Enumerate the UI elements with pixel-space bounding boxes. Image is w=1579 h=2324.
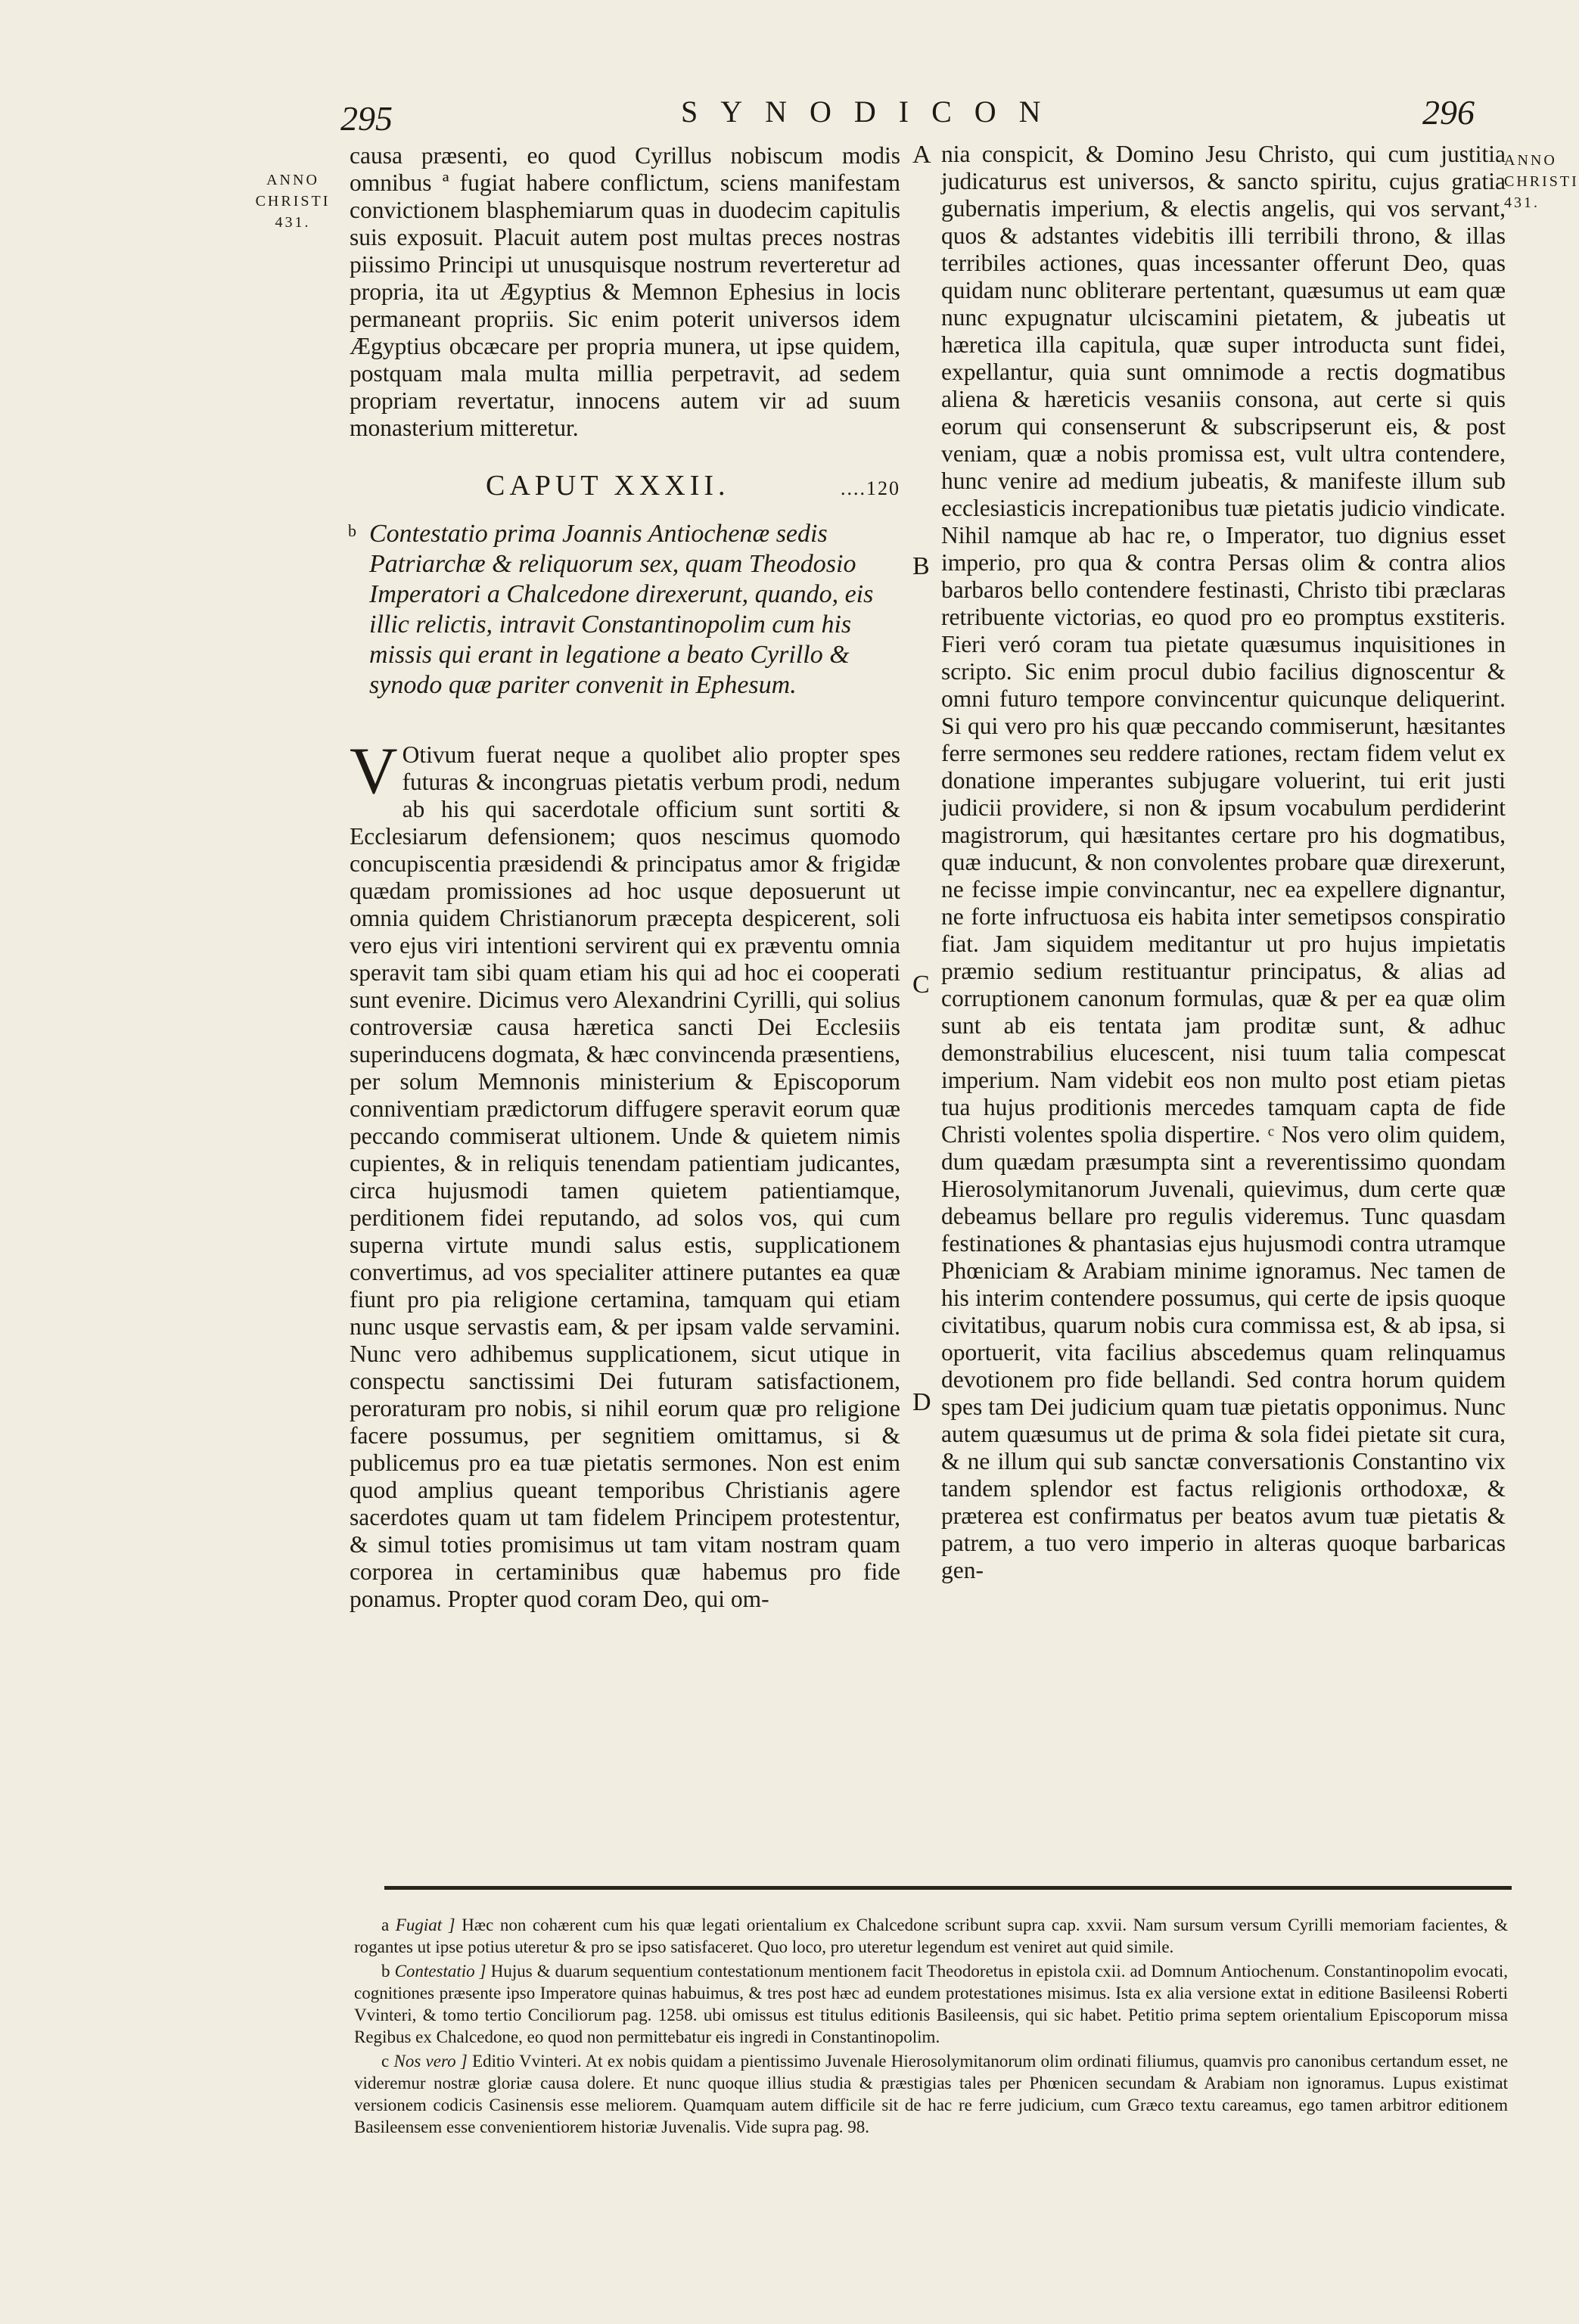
footnote	[354, 2050, 1508, 2138]
left-column	[350, 142, 900, 1613]
footnote	[354, 1914, 1508, 1958]
chapter-body	[350, 735, 900, 1613]
section-letter-d: D	[912, 1388, 931, 1416]
footnote-rule	[384, 1886, 1512, 1890]
page-number-right: 296	[1422, 93, 1475, 132]
margin-christi: CHRISTI	[1504, 173, 1579, 190]
margin-year: 431.	[275, 214, 311, 231]
margin-anno: ANNO	[266, 172, 319, 188]
section-letter-b: B	[912, 552, 930, 580]
paragraph-continuation: causa præsenti, eo quod Cyrillus nobiscum modis omnibus ª fugiat habere conflictum, sciens manifestam convictionem blasphemiarum quas in duodecim capitulis suis exposuit. Placuit autem post multas preces nostras piissimo Principi ut unusquisque nostrum reverteretur ad propria, ita ut Ægyptius & Memnon Ephesius in locis permaneant propriis. Sic enim poterit universos idem Ægyptius obcæcare per propria munera, ut ipse quidem, postquam mala multa millia perpetravit, ad sedem propriam revertatur, innocens autem vir ad suum monasterium mitteretur.	[350, 142, 900, 441]
chapter-body-text: Otivum fuerat neque a quolibet alio propter spes futuras & incongruas pietatis verbum prodi, nedum ab his qui sacerdotale officium sunt sortiti & Ecclesiarum defensionem; quos nescimus quomodo concupiscentia præsidendi & principatus amor & frigidæ quædam promissiones ad hoc usque deposuerunt ut omnia quidem Christianorum præcepta despicerent, soli vero ejus viri intentioni servirent qui ex præventu omnia speravit tam sibi quam etiam his qui ad hoc ei cooperati sunt evenire. Dicimus vero Alexandrini Cyrilli, qui solius controversiæ causa hæretica sancti Dei Ecclesiis superinducens dogmata, & hæc convincenda præsentiens, per solum Memnonis ministerium & Episcoporum conniventiam prædictorum diffugere speravit eorum quæ peccando commiserat ultionem. Unde & quietem nimis cupientes, & in reliquis tenendam patientiam judicantes, circa hujusmodi tamen quietem patientiamque, perditionem fidei reputando, ad solos vos, qui cum superna virtute mundi salus estis, supplicationem convertimus, ad vos specialiter attinere putantes ea quæ fiunt pro pia religione certamina, tamquam qui etiam nunc usque servastis eam, & per ipsam valde servamini. Nunc vero adhibemus supplicationem, sicut utique in conspectu sanctissimi Dei futuram satisfactionem, peroraturam pro nobis, si nihil eorum quæ pro religione facere possumus, per segnitiem omittamus, si & publicemus pro ea tuæ pietatis sermones. Non est enim quod amplius queant temporibus Christianis agere sacerdotes quam ut tam fidelem Principem protestentur, & simul toties promisimus ut tam vitam nostram quam corporea in certaminibus quæ habemus pro fide ponamus. Propter quod coram Deo, qui om-	[350, 741, 900, 1612]
running-title: SYNODICON	[681, 95, 1064, 129]
footnote-lemma: Fugiat ]	[395, 1915, 455, 1934]
margin-anno: ANNO	[1504, 152, 1557, 169]
footnote-lemma: Contestatio ]	[394, 1962, 486, 1981]
footnote-text: Hæc non cohærent cum his quæ legati orientalium ex Chalcedone scribunt supra cap. xxvii. Nam sursum versum Cyrilli memoriam facientes, & rogantes ut ipse potius uteretur & pro se ipso satisfaceret. Quo loco, pro uteretur legendum est veniret aut quid simile.	[354, 1915, 1509, 1956]
right-column-text: nia conspicit, & Domino Jesu Christo, qui cum justitia judicaturus est universos, & sancto spiritu, cujus gratia gubernatis imperium, & electis angelis, qui vos servant, quos & adstantes videbitis illi terribili throno, & illas terribiles actiones, quas incessanter offerunt Deo, quas quidam nunc obliterare pertentant, quæsumus ut eam quæ nunc expugnatur ulciscamini pietatem, & jubeatis ut hæretica illa capitula, quæ super introducta sunt fidei, expellantur, quia sunt omnimode a rectis dogmatibus aliena & hæreticis vesaniis consona, aut certe si quis eorum qui consenserunt & subscripserunt eis, & post veniam, quæ a nobis promissa est, vult ultra contendere, hunc venire ad medium jubeatis, & manifeste illum sub ecclesiasticis increpationibus tuæ pietatis judicio vindicate. Nihil namque ab hac re, o Imperator, tuo dignius esset imperio, pro qua & contra Persas olim & contra alios barbaros bello contendere festinasti, Christo tibi præclaras retribuente victorias, eo quod pro eo promptus exstiteris. Fieri veró coram tua pietate quæsumus inquisitiones in scripto. Sic enim procul dubio facilius dignoscentur & omni futuro tempore convincentur quicunque deliquerint. Si qui vero pro his quæ peccando commiserunt, hæsitantes ferre sermones seu reddere rationes, rectam fidem velut ex donatione imperantes subjugare voluerint, tui erit justi judicii providere, si non & ipsum vocabulum perdiderint magistrorum, qui hæsitantes certare pro his dogmatibus, quæ inducunt, & non convolentes probare quæ direxerunt, ne fecisse impie convincantur, nec ea expellere dignantur, ne forte infructuosa eis habita inter semetipsos conspiratio fiat. Jam siquidem meditantur ut pro hujus impietatis præmio sedium restituantur principatus, & alias ad corruptionem canonum formulas, quæ & per ea quæ olim sunt ab eis tentata jam proditæ sunt, & adhuc demonstrabilius elucescent, nisi tuum talia compescat imperium. Nam videbit eos non multo post etiam pietas tua hujus proditionis mercedes tamquam capta de fide Christi volentes spolia dispertire. ᶜ Nos vero olim quidem, dum quædam præsumpta sint a reverentissimo quondam Hierosolymitanorum Juvenali, quievimus, dum certe quæ debeamus bellare pro regulis videremus. Tunc quasdam festinationes & phantasias ejus hujusmodi contra utramque Phœniciam & Arabiam minime ignoramus. Nec tamen de his interim contendere possumus, qui certe de ipsis quoque civitatibus, quarum nobis cura commissa est, & ab ipsa, si oportuerit, vita facilius abscedemus quam relinquamus devotionem pro fide bellandi. Sed contra horum quidem spes tam Dei judicium quam tuæ pietatis opponimus. Nunc autem quæsumus ut de prima & sola fidei pietate sit cura, & ne illum qui sub sanctæ conversationis Constantino vix tandem splendor est factus religionis orthodoxæ, & præterea est confirmatus per beatos avum tuæ pietatis & patrem, a tuo vero imperio in alteras quoque barbaricas gen-	[941, 141, 1506, 1583]
footnote-label: a	[381, 1915, 390, 1934]
footnote-label: b	[381, 1962, 390, 1981]
footnote	[354, 1960, 1508, 2048]
section-letter-c: C	[912, 971, 930, 999]
margin-year: 431.	[1504, 194, 1540, 211]
margin-date-left	[251, 169, 334, 233]
running-head	[0, 92, 1549, 138]
section-letter-a: A	[912, 141, 931, 169]
footnote-text: Editio Vvinteri. At ex nobis quidam a pientissimo Juvenale Hierosolymitanorum olim ordinati filiumus, quamvis pro canonibus certandum esset, ne videremur nostræ gloriæ causa dolere. Et nunc quoque illius studia & præstigias tales per Phœnicen secundam & Arabiam non ignoramus. Lupus existimat versionem codicis Casinensis esse meliorem. Quamquam autem difficile sit de hac re ferre judicium, cum Græco textu careamus, ego tamen arbitror editionem Basileensem esse convenientiorem historiæ Juvenalis. Vide supra pag. 98.	[354, 2052, 1509, 2136]
chapter-reference: ....120	[841, 477, 900, 499]
footnote-text: Hujus & duarum sequentium contestationum mentionem facit Theodoretus in epistola cxii. ad Domnum Antiochenum. Constantinopolim evocati, cognitiones præsente ipso Imperatore quinas habuimus, & tres post hæc ad eundem protestationes misimus. Ista ex alia versione extat in editione Basileensi Roberti Vvinteri, & tomo tertio Conciliorum pag. 1258. ubi omissus est titulus editionis Basileensis, qui sic habet. Petitio prima septem orientalium Episcoporum missa Regibus ex Chalcedone, eo quod non permittebatur eis ingredi in Constantinopolim.	[354, 1962, 1509, 2046]
chapter-heading	[350, 470, 900, 502]
page-number-left: 295	[340, 99, 393, 138]
footnote-label: c	[381, 2052, 390, 2071]
footnote-lemma: Nos vero ]	[393, 2052, 468, 2071]
right-column	[941, 141, 1506, 1584]
chapter-title: CAPUT XXXII.	[486, 470, 730, 502]
margin-christi: CHRISTI	[255, 193, 331, 210]
drop-cap: V	[350, 735, 398, 808]
chapter-summary-text: Contestatio prima Joannis Antiochenæ sedis Patriarchæ & reliquorum sex, quam Theodosio Imperatori a Chalcedone direxerunt, quando, eis illic relictis, intravit Constantinopolim cum his missis qui erant in legatione a beato Cyrillo & synodo quæ pariter convenit in Ephesum.	[369, 520, 874, 699]
margin-date-right	[1504, 150, 1579, 213]
footnotes	[354, 1914, 1508, 2140]
chapter-summary	[348, 519, 900, 701]
footnote-marker-b: b	[348, 521, 356, 540]
